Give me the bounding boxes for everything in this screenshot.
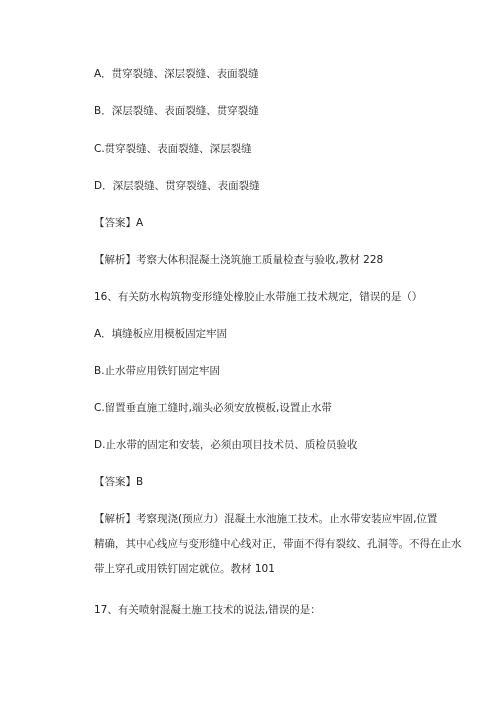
q16-analysis-line: 带上穿孔或用铁钉固定就位。教材 101 bbox=[94, 563, 275, 575]
q16-option-c: C.留置垂直施工缝时,端头必须安放模板,设置止水带 bbox=[94, 402, 332, 414]
q16-analysis-line: 【解析】考察现浇(预应力）混凝土水池施工技术。止水带安装应牢固,位置 bbox=[94, 513, 438, 525]
q15-option-b: B．深层裂缝、表面裂缝、贯穿裂缝 bbox=[94, 105, 259, 117]
q16-option-d: D.止水带的固定和安装，必须由项目技术员、质检员验收 bbox=[94, 439, 358, 451]
q16-analysis bbox=[94, 512, 462, 587]
q17-question: 17、有关喷射混凝土施工技术的说法,错误的是： bbox=[94, 604, 321, 616]
q16-option-b: B.止水带应用铁钉固定牢固 bbox=[94, 365, 221, 377]
q15-analysis: 【解析】考察大体积混凝土浇筑施工质量检查与验收,教材 228 bbox=[94, 254, 384, 266]
q16-option-a: A．填缝板应用模板固定牢固 bbox=[94, 328, 228, 340]
q16-answer: 【答案】B bbox=[94, 476, 144, 488]
q15-option-d: D．深层裂缝、贯穿裂缝、表面裂缝 bbox=[94, 180, 260, 192]
q15-answer: 【答案】A bbox=[94, 217, 144, 229]
q15-option-a: A．贯穿裂缝、深层裂缝、表面裂缝 bbox=[94, 68, 259, 80]
q16-analysis-line: 精确，其中心线应与变形缝中心线对正，带面不得有裂纹、孔洞等。不得在止水 bbox=[94, 538, 462, 550]
q15-option-c: C.贯穿裂缝、表面裂缝、深层裂缝 bbox=[94, 143, 252, 155]
q16-question: 16、有关防水构筑物变形缝处橡胶止水带施工技术规定，错误的是（） bbox=[94, 291, 423, 303]
